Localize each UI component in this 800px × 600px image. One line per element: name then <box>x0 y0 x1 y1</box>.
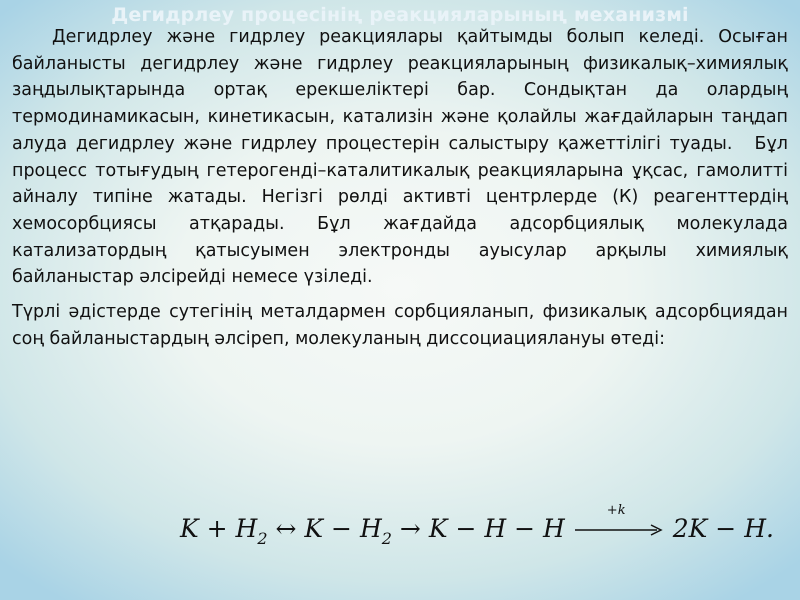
paragraph-2: Түрлі әдістерде сутегінің металдармен сорбцияланып, физикалық адсорбциядан соң байланыстардың әлсіреп, молекуланың диссоциациялануы өтеді: <box>12 302 788 349</box>
minus-operator: − <box>715 514 737 543</box>
term-h: H <box>484 514 507 543</box>
reversible-arrow-icon: ↔ <box>275 514 297 543</box>
term-k: K <box>428 514 448 543</box>
term-k: K <box>304 514 324 543</box>
minus-operator: − <box>331 514 352 543</box>
term-2k: 2K <box>672 514 708 543</box>
minus-operator: − <box>514 514 536 543</box>
subscript-2: 2 <box>381 529 392 548</box>
term-k: K <box>180 514 199 543</box>
term-h: H <box>235 514 258 543</box>
minus-operator: − <box>455 514 477 543</box>
right-arrow-icon: → <box>399 514 421 543</box>
paragraph-1-part-1: Дегидрлеу және гидрлеу реакциялары қайтымды болып келеді. Осыған байланысты дегидрлеу және гидрлеу реакцияларының физикалық–химиялық заңдылықтарында ортақ ерекшеліктері бар. Сондықтан да олардың термодинамикасын, кинетикасын, катализін және қолайлы жағдайларын таңдап алуда дегидрлеу және гидрлеу процестерін салыстыру қажеттілігі туады. <box>12 27 788 154</box>
reaction-equation <box>180 502 774 562</box>
long-right-arrow-icon <box>573 502 665 539</box>
term-h: H <box>359 514 382 543</box>
paragraph-1-part-2: Бұл процесс тотығудың гетерогенді–каталитикалық реакцияларына ұқсас, гамолитті айналу типіне жатады. Негізгі рөлді активті центрлерде (К) реагенттердің хемосорбциясы атқарады. Бұл жағдайда адсорбциялық молекулада катализатордың қатысуымен электронды ауысулар арқылы химиялық байланыстар әлсірейді немесе үзіледі. <box>12 133 788 288</box>
slide-body <box>12 24 788 352</box>
subscript-2: 2 <box>257 529 268 548</box>
term-h: H <box>543 514 565 543</box>
arrow-label: +k <box>606 502 626 518</box>
term-h-final: H. <box>744 514 774 543</box>
slide-title: Дегидрлеу процесінің реакцияларының механизмі <box>111 4 689 26</box>
paragraph-1 <box>12 24 788 291</box>
plus-operator: + <box>206 514 228 543</box>
